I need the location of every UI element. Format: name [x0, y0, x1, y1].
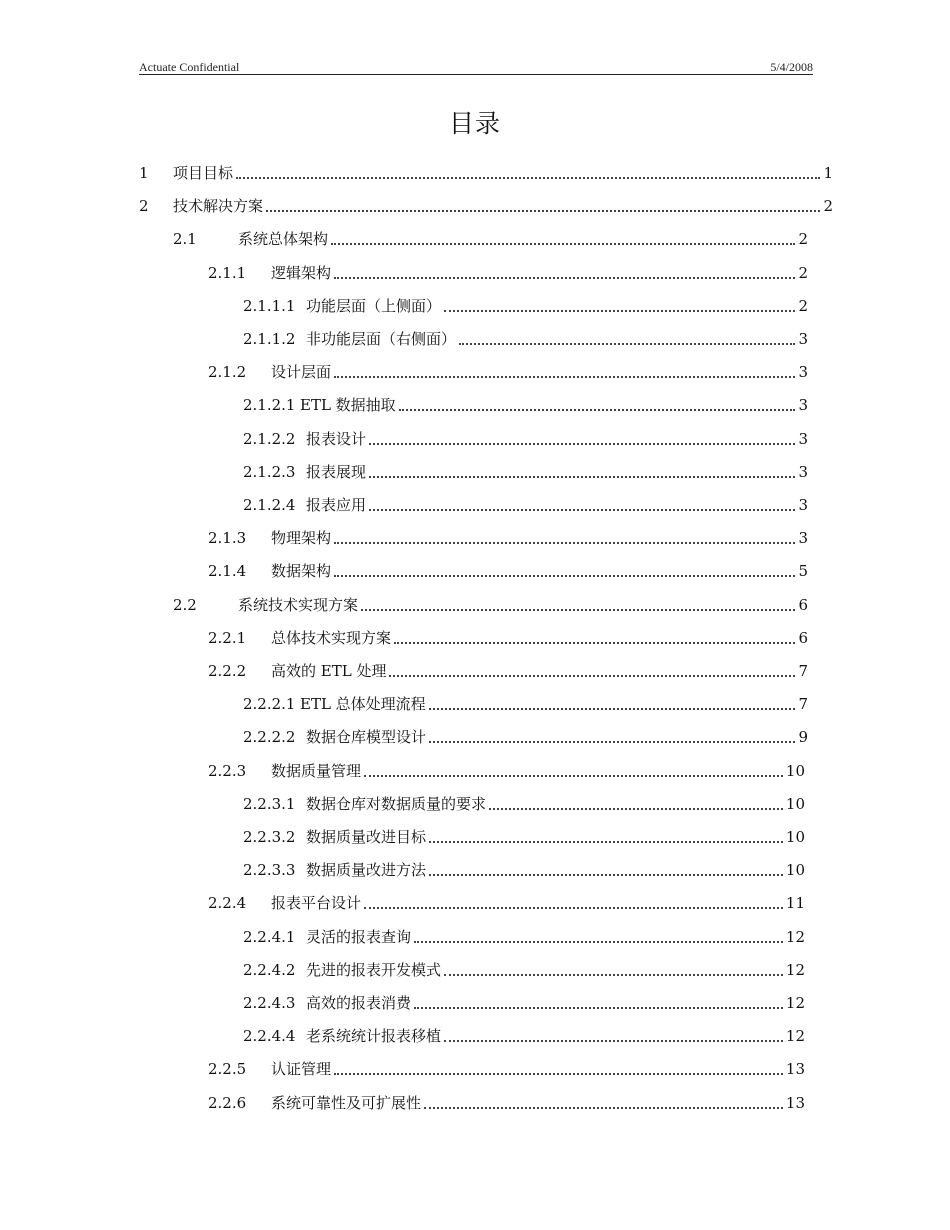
toc-entry[interactable] [243, 992, 805, 1012]
toc-leader-dots [334, 1063, 783, 1075]
toc-entry-number: 2.1.2.3 [243, 462, 296, 481]
toc-entry-page: 2 [823, 197, 833, 216]
toc-leader-dots [369, 433, 795, 445]
toc-entry-label: 数据质量改进方法 [306, 861, 427, 880]
toc-entry-number: 2.2.3.2 [243, 828, 296, 846]
toc-entry-label: 数据质量改进目标 [306, 828, 427, 846]
toc-entry-number: 2.1.1 [208, 263, 247, 282]
toc-entry-number: 2.1 [173, 230, 197, 249]
toc-entry-number: 2.2.2.1 [243, 695, 296, 714]
toc-entry-label: ETL 总体处理流程 [300, 695, 426, 714]
toc-leader-dots [369, 466, 795, 478]
toc-entry-page: 10 [785, 861, 805, 880]
toc-leader-dots [444, 1030, 783, 1042]
toc-entry[interactable] [243, 295, 808, 315]
toc-entry-label: 非功能层面（右侧面） [306, 330, 457, 348]
toc-entry-number: 2.1.4 [208, 562, 247, 581]
toc-entry-number: 2.2 [173, 595, 197, 614]
toc-leader-dots [414, 931, 783, 943]
toc-entry-label: 先进的报表开发模式 [306, 960, 442, 979]
toc-entry[interactable] [208, 627, 808, 647]
toc-entry-label: 系统可靠性及可扩展性 [271, 1093, 422, 1112]
toc-entry-page: 3 [798, 396, 808, 415]
toc-entry-label: 老系统统计报表移植 [306, 1027, 442, 1046]
toc-leader-dots [424, 1097, 783, 1109]
toc-leader-dots [266, 200, 820, 212]
toc-entry-page: 12 [785, 960, 805, 979]
toc-entry-page: 3 [798, 462, 808, 481]
toc-entry-number: 2.2.6 [208, 1093, 247, 1112]
toc-entry-page: 1 [823, 164, 833, 182]
toc-leader-dots [444, 964, 783, 976]
toc-entry-number: 2.1.2.4 [243, 496, 296, 514]
toc-entry-label: 物理架构 [271, 529, 332, 548]
toc-entry[interactable] [243, 926, 805, 946]
toc-entry[interactable] [243, 461, 808, 481]
toc-entry[interactable] [243, 328, 808, 348]
toc-entry-number: 2.2.4.4 [243, 1027, 296, 1046]
toc-entry-label: 高效的 ETL 处理 [271, 662, 387, 680]
toc-entry-label: 报表设计 [306, 429, 367, 448]
toc-leader-dots [394, 632, 795, 644]
toc-entry-label: 报表应用 [306, 496, 367, 514]
toc-entry[interactable] [208, 262, 808, 282]
toc-entry-number: 2 [139, 197, 149, 216]
toc-entry-number: 2.1.2 [208, 363, 247, 382]
toc-entry-page: 12 [785, 927, 805, 946]
toc-entry-page: 7 [798, 695, 808, 714]
toc-leader-dots [489, 798, 783, 810]
toc-entry[interactable] [243, 494, 808, 514]
toc-entry-page: 3 [798, 429, 808, 448]
toc-entry-label: 技术解决方案 [173, 197, 264, 216]
toc-leader-dots [364, 765, 783, 777]
toc-entry-page: 10 [785, 828, 805, 846]
toc-entry[interactable] [173, 228, 808, 248]
header-date: 5/4/2008 [770, 60, 813, 74]
toc-entry-page: 11 [785, 894, 805, 913]
toc-entry-page: 9 [798, 728, 808, 747]
toc-entry-number: 2.1.2.1 [243, 396, 296, 415]
toc-leader-dots [459, 333, 795, 345]
toc-entry[interactable] [243, 726, 808, 746]
toc-leader-dots [429, 864, 783, 876]
toc-entry-number: 2.2.4.2 [243, 960, 296, 979]
toc-entry-label: 数据仓库对数据质量的要求 [306, 794, 487, 813]
toc-entry-number: 1 [139, 164, 149, 182]
toc-entry-number: 2.1.1.1 [243, 296, 296, 315]
toc-entry[interactable] [243, 859, 805, 879]
toc-leader-dots [334, 565, 795, 577]
toc-entry-page: 13 [785, 1093, 805, 1112]
toc-entry[interactable] [208, 527, 808, 547]
toc-leader-dots [236, 167, 820, 179]
toc-entry-page: 2 [798, 296, 808, 315]
toc-entry[interactable] [243, 793, 805, 813]
toc-entry[interactable] [139, 162, 833, 182]
toc-entry-label: 数据架构 [271, 562, 332, 581]
toc-leader-dots [364, 897, 783, 909]
toc-entry-number: 2.1.1.2 [243, 330, 296, 348]
toc-entry-label: 报表展现 [306, 462, 367, 481]
toc-entry[interactable] [208, 660, 808, 680]
toc-entry-number: 2.2.3.3 [243, 861, 296, 880]
toc-entry-number: 2.1.3 [208, 529, 247, 548]
toc-entry[interactable] [208, 1058, 805, 1078]
toc-leader-dots [444, 300, 795, 312]
toc-entry-label: 逻辑架构 [271, 263, 332, 282]
toc-entry-label: ETL 数据抽取 [300, 396, 396, 415]
toc-entry[interactable] [243, 693, 808, 713]
toc-entry-label: 灵活的报表查询 [306, 927, 412, 946]
toc-entry[interactable] [243, 1025, 805, 1045]
toc-entry-label: 系统总体架构 [238, 230, 329, 249]
toc-entry-number: 2.2.1 [208, 628, 247, 647]
toc-entry-page: 12 [785, 1027, 805, 1046]
toc-entry-page: 2 [798, 230, 808, 249]
toc-entry[interactable] [243, 394, 808, 414]
toc-leader-dots [334, 366, 795, 378]
header-company: Actuate Confidential [139, 60, 240, 74]
toc-title: 目录 [448, 109, 501, 138]
toc-entry-page: 10 [785, 794, 805, 813]
toc-entry-number: 2.2.2.2 [243, 728, 296, 747]
toc-entry-number: 2.2.4 [208, 894, 247, 913]
toc-entry-label: 认证管理 [271, 1060, 332, 1079]
toc-entry[interactable] [208, 361, 808, 381]
toc-entry[interactable] [243, 959, 805, 979]
toc-leader-dots [334, 532, 795, 544]
toc-entry-label: 数据仓库模型设计 [306, 728, 427, 747]
toc-entry-number: 2.2.2 [208, 662, 247, 680]
toc-entry[interactable] [208, 760, 805, 780]
toc-entry-number: 2.2.5 [208, 1060, 247, 1079]
toc-leader-dots [429, 831, 783, 843]
toc-entry-label: 报表平台设计 [271, 894, 362, 913]
toc-entry[interactable] [208, 560, 808, 580]
toc-entry-label: 设计层面 [271, 363, 332, 382]
toc-entry-label: 总体技术实现方案 [271, 628, 392, 647]
toc-leader-dots [331, 233, 795, 245]
toc-leader-dots [334, 267, 795, 279]
toc-entry-page: 12 [785, 994, 805, 1012]
toc-entry-label: 项目目标 [173, 164, 234, 182]
toc-entry-label: 高效的报表消费 [306, 994, 412, 1012]
toc-entry-page: 3 [798, 363, 808, 382]
toc-entry[interactable] [173, 594, 808, 614]
toc-leader-dots [414, 997, 783, 1009]
toc-entry-page: 3 [798, 529, 808, 548]
toc-entry[interactable] [208, 1092, 805, 1112]
toc-entry[interactable] [243, 826, 805, 846]
toc-entry-number: 2.2.4.1 [243, 927, 296, 946]
toc-entry-page: 2 [798, 263, 808, 282]
toc-leader-dots [369, 499, 795, 511]
toc-entry-label: 系统技术实现方案 [238, 595, 359, 614]
toc-entry-page: 10 [785, 761, 805, 780]
page-header [139, 60, 813, 75]
toc-entry-number: 2.2.4.3 [243, 994, 296, 1012]
toc-entry-page: 7 [798, 662, 808, 680]
toc-entry-number: 2.1.2.2 [243, 429, 296, 448]
toc-entry-page: 3 [798, 496, 808, 514]
toc-entry-label: 功能层面（上侧面） [306, 296, 442, 315]
toc-entry[interactable] [208, 892, 805, 912]
toc-entry-page: 6 [798, 595, 808, 614]
toc-entry-page: 6 [798, 628, 808, 647]
toc-entry-label: 数据质量管理 [271, 761, 362, 780]
toc-entry-page: 13 [785, 1060, 805, 1079]
toc-leader-dots [429, 731, 795, 743]
toc-leader-dots [389, 665, 795, 677]
toc-entry-page: 5 [798, 562, 808, 581]
toc-entry-number: 2.2.3 [208, 761, 247, 780]
toc-leader-dots [399, 399, 796, 411]
toc-entry-page: 3 [798, 330, 808, 348]
toc-leader-dots [429, 698, 796, 710]
toc-entry-number: 2.2.3.1 [243, 794, 296, 813]
toc-leader-dots [361, 599, 795, 611]
toc-entry[interactable] [139, 195, 833, 215]
toc-entry[interactable] [243, 428, 808, 448]
